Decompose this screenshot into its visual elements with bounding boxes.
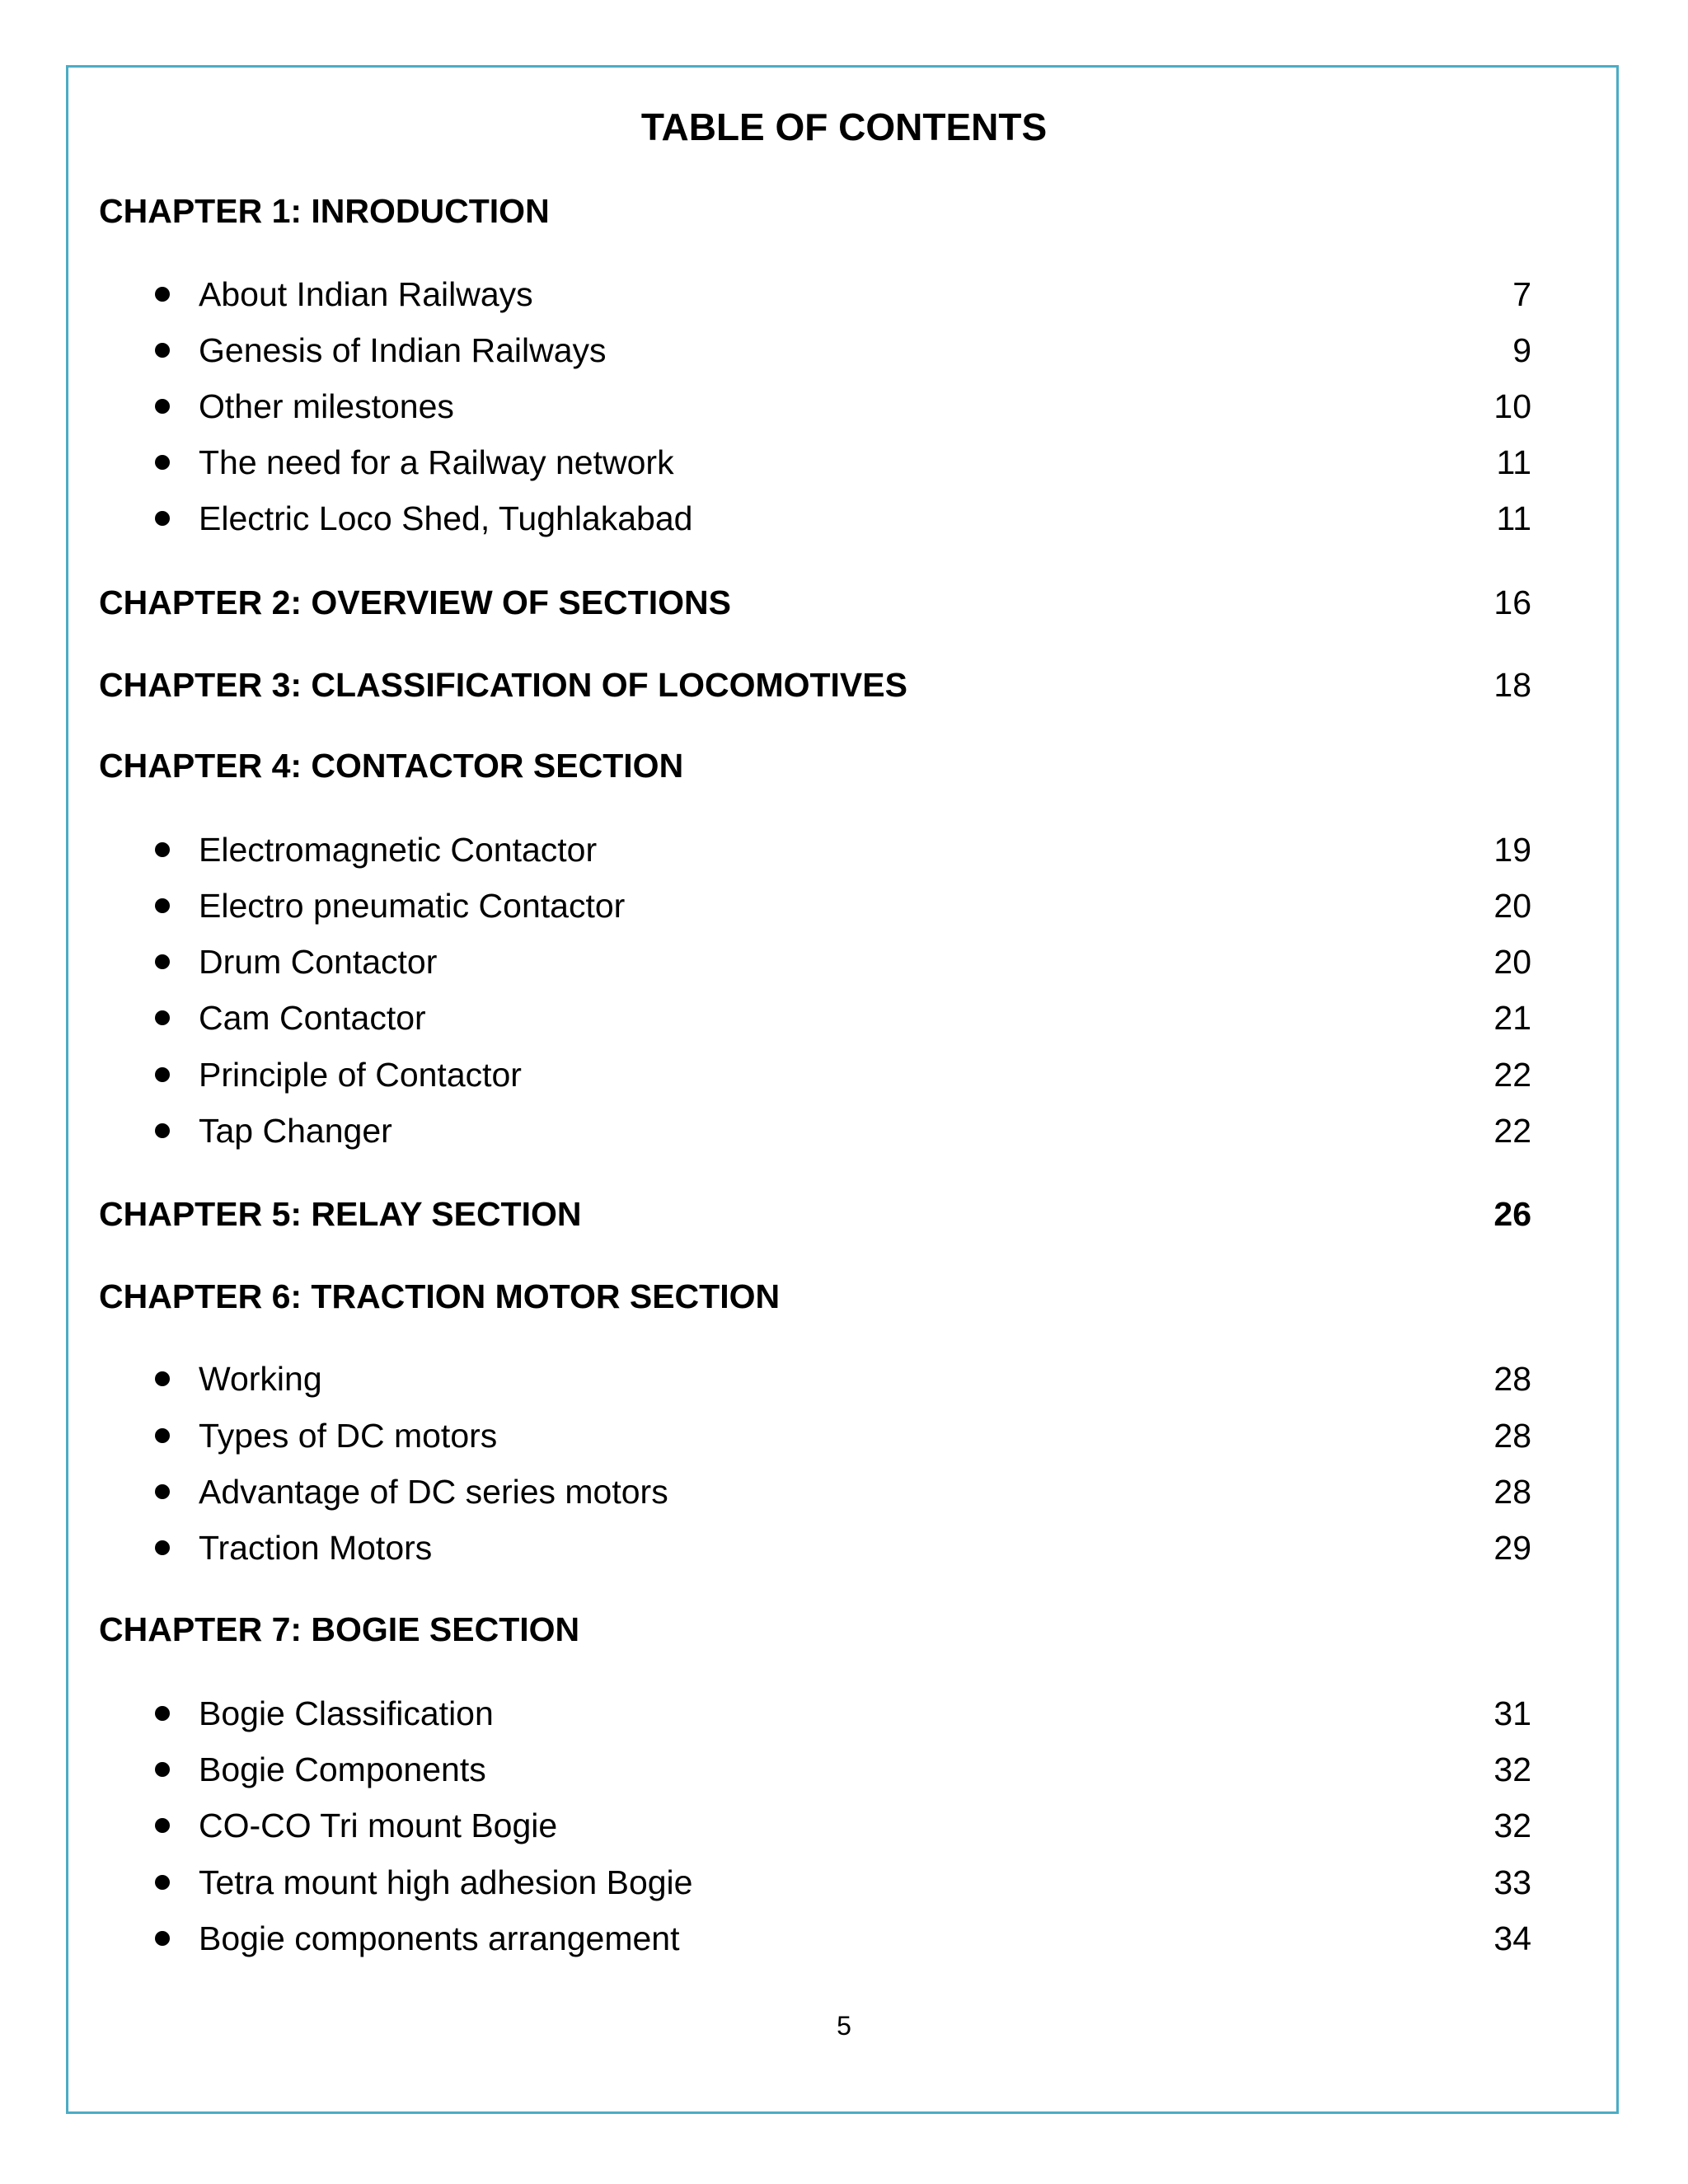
toc-title: TABLE OF CONTENTS: [640, 105, 1048, 148]
bullet-icon: [155, 1706, 170, 1721]
bullet-icon: [155, 1484, 170, 1499]
toc-item-label: Traction Motors: [199, 1529, 433, 1567]
bullet-icon: [155, 898, 170, 913]
toc-item: [0, 494, 1688, 543]
toc-item: [0, 1411, 1688, 1460]
bullet-icon: [155, 287, 170, 302]
bullet-icon: [155, 1931, 170, 1946]
toc-item-label: Drum Contactor: [199, 943, 438, 981]
toc-item-label: Tap Changer: [199, 1112, 392, 1150]
toc-item-label: Bogie components arrangement: [199, 1919, 680, 1957]
bullet-icon: [155, 455, 170, 470]
toc-item: [0, 825, 1688, 874]
toc-item: [0, 438, 1688, 487]
chapter-3-page: 18: [1493, 666, 1531, 704]
bullet-icon: [155, 954, 170, 969]
chapter-5-heading: CHAPTER 5: RELAY SECTION: [99, 1195, 582, 1233]
toc-item-label: About Indian Railways: [199, 275, 533, 313]
toc-item: [0, 1745, 1688, 1794]
toc-item-page: 34: [1493, 1919, 1531, 1957]
toc-item-label: Tetra mount high adhesion Bogie: [199, 1863, 693, 1901]
toc-item-label: Bogie Components: [199, 1750, 486, 1788]
toc-item-page: 31: [1493, 1694, 1531, 1732]
toc-item: [0, 1914, 1688, 1963]
bullet-icon: [155, 842, 170, 857]
toc-item-page: 28: [1493, 1417, 1531, 1455]
toc-item-page: 22: [1493, 1056, 1531, 1094]
toc-item: [0, 993, 1688, 1043]
bullet-icon: [155, 1123, 170, 1138]
bullet-icon: [155, 511, 170, 526]
toc-item-page: 28: [1493, 1360, 1531, 1398]
chapter-3-heading: CHAPTER 3: CLASSIFICATION OF LOCOMOTIVES: [99, 666, 907, 704]
toc-item-label: Electromagnetic Contactor: [199, 831, 598, 869]
toc-item-page: 11: [1496, 499, 1531, 537]
toc-item-page: 32: [1493, 1807, 1531, 1844]
toc-item-label: CO-CO Tri mount Bogie: [199, 1807, 558, 1844]
toc-item: [0, 1354, 1688, 1404]
toc-item: [0, 1858, 1688, 1907]
toc-item-page: 19: [1493, 831, 1531, 869]
chapter-1-heading: CHAPTER 1: INRODUCTION: [99, 192, 550, 230]
bullet-icon: [155, 1428, 170, 1443]
toc-item: [0, 1801, 1688, 1850]
bullet-icon: [155, 1762, 170, 1777]
toc-item: [0, 269, 1688, 319]
toc-item-page: 9: [1512, 331, 1531, 369]
toc-item: [0, 1689, 1688, 1738]
bullet-icon: [155, 399, 170, 414]
chapter-5-page: 26: [1493, 1195, 1531, 1233]
toc-item-page: 29: [1493, 1529, 1531, 1567]
bullet-icon: [155, 1010, 170, 1025]
toc-item: [0, 382, 1688, 431]
chapter-2-page: 16: [1493, 583, 1531, 621]
bullet-icon: [155, 1067, 170, 1082]
toc-item-label: Working: [199, 1360, 322, 1398]
toc-item-label: Principle of Contactor: [199, 1056, 522, 1094]
bullet-icon: [155, 1875, 170, 1890]
toc-item-label: Genesis of Indian Railways: [199, 331, 607, 369]
toc-item: [0, 1467, 1688, 1516]
chapter-2-heading: CHAPTER 2: OVERVIEW OF SECTIONS: [99, 583, 731, 621]
bullet-icon: [155, 1818, 170, 1833]
toc-item: [0, 937, 1688, 987]
toc-item: [0, 881, 1688, 930]
toc-item-page: 11: [1496, 443, 1531, 481]
toc-item-page: 10: [1493, 387, 1531, 425]
toc-item-page: 28: [1493, 1473, 1531, 1511]
toc-item-page: 21: [1493, 999, 1531, 1037]
toc-item-label: Electric Loco Shed, Tughlakabad: [199, 499, 693, 537]
toc-item: [0, 1106, 1688, 1155]
chapter-7-heading: CHAPTER 7: BOGIE SECTION: [99, 1610, 580, 1648]
toc-item-page: 7: [1512, 275, 1531, 313]
toc-item-page: 20: [1493, 887, 1531, 925]
toc-item: [0, 1523, 1688, 1572]
chapter-6-heading: CHAPTER 6: TRACTION MOTOR SECTION: [99, 1277, 781, 1315]
toc-item-page: 33: [1493, 1863, 1531, 1901]
page-number: 5: [837, 2011, 851, 2041]
toc-item-page: 32: [1493, 1750, 1531, 1788]
toc-item-page: 22: [1493, 1112, 1531, 1150]
toc-item-label: The need for a Railway network: [199, 443, 674, 481]
toc-item-label: Electro pneumatic Contactor: [199, 887, 626, 925]
toc-item-label: Bogie Classification: [199, 1694, 494, 1732]
toc-item: [0, 326, 1688, 375]
toc-item-label: Types of DC motors: [199, 1417, 498, 1455]
chapter-4-heading: CHAPTER 4: CONTACTOR SECTION: [99, 747, 684, 785]
bullet-icon: [155, 343, 170, 358]
toc-item: [0, 1050, 1688, 1099]
toc-item-page: 20: [1493, 943, 1531, 981]
toc-item-label: Advantage of DC series motors: [199, 1473, 668, 1511]
toc-item-label: Other milestones: [199, 387, 454, 425]
toc-item-label: Cam Contactor: [199, 999, 426, 1037]
bullet-icon: [155, 1540, 170, 1555]
bullet-icon: [155, 1371, 170, 1386]
